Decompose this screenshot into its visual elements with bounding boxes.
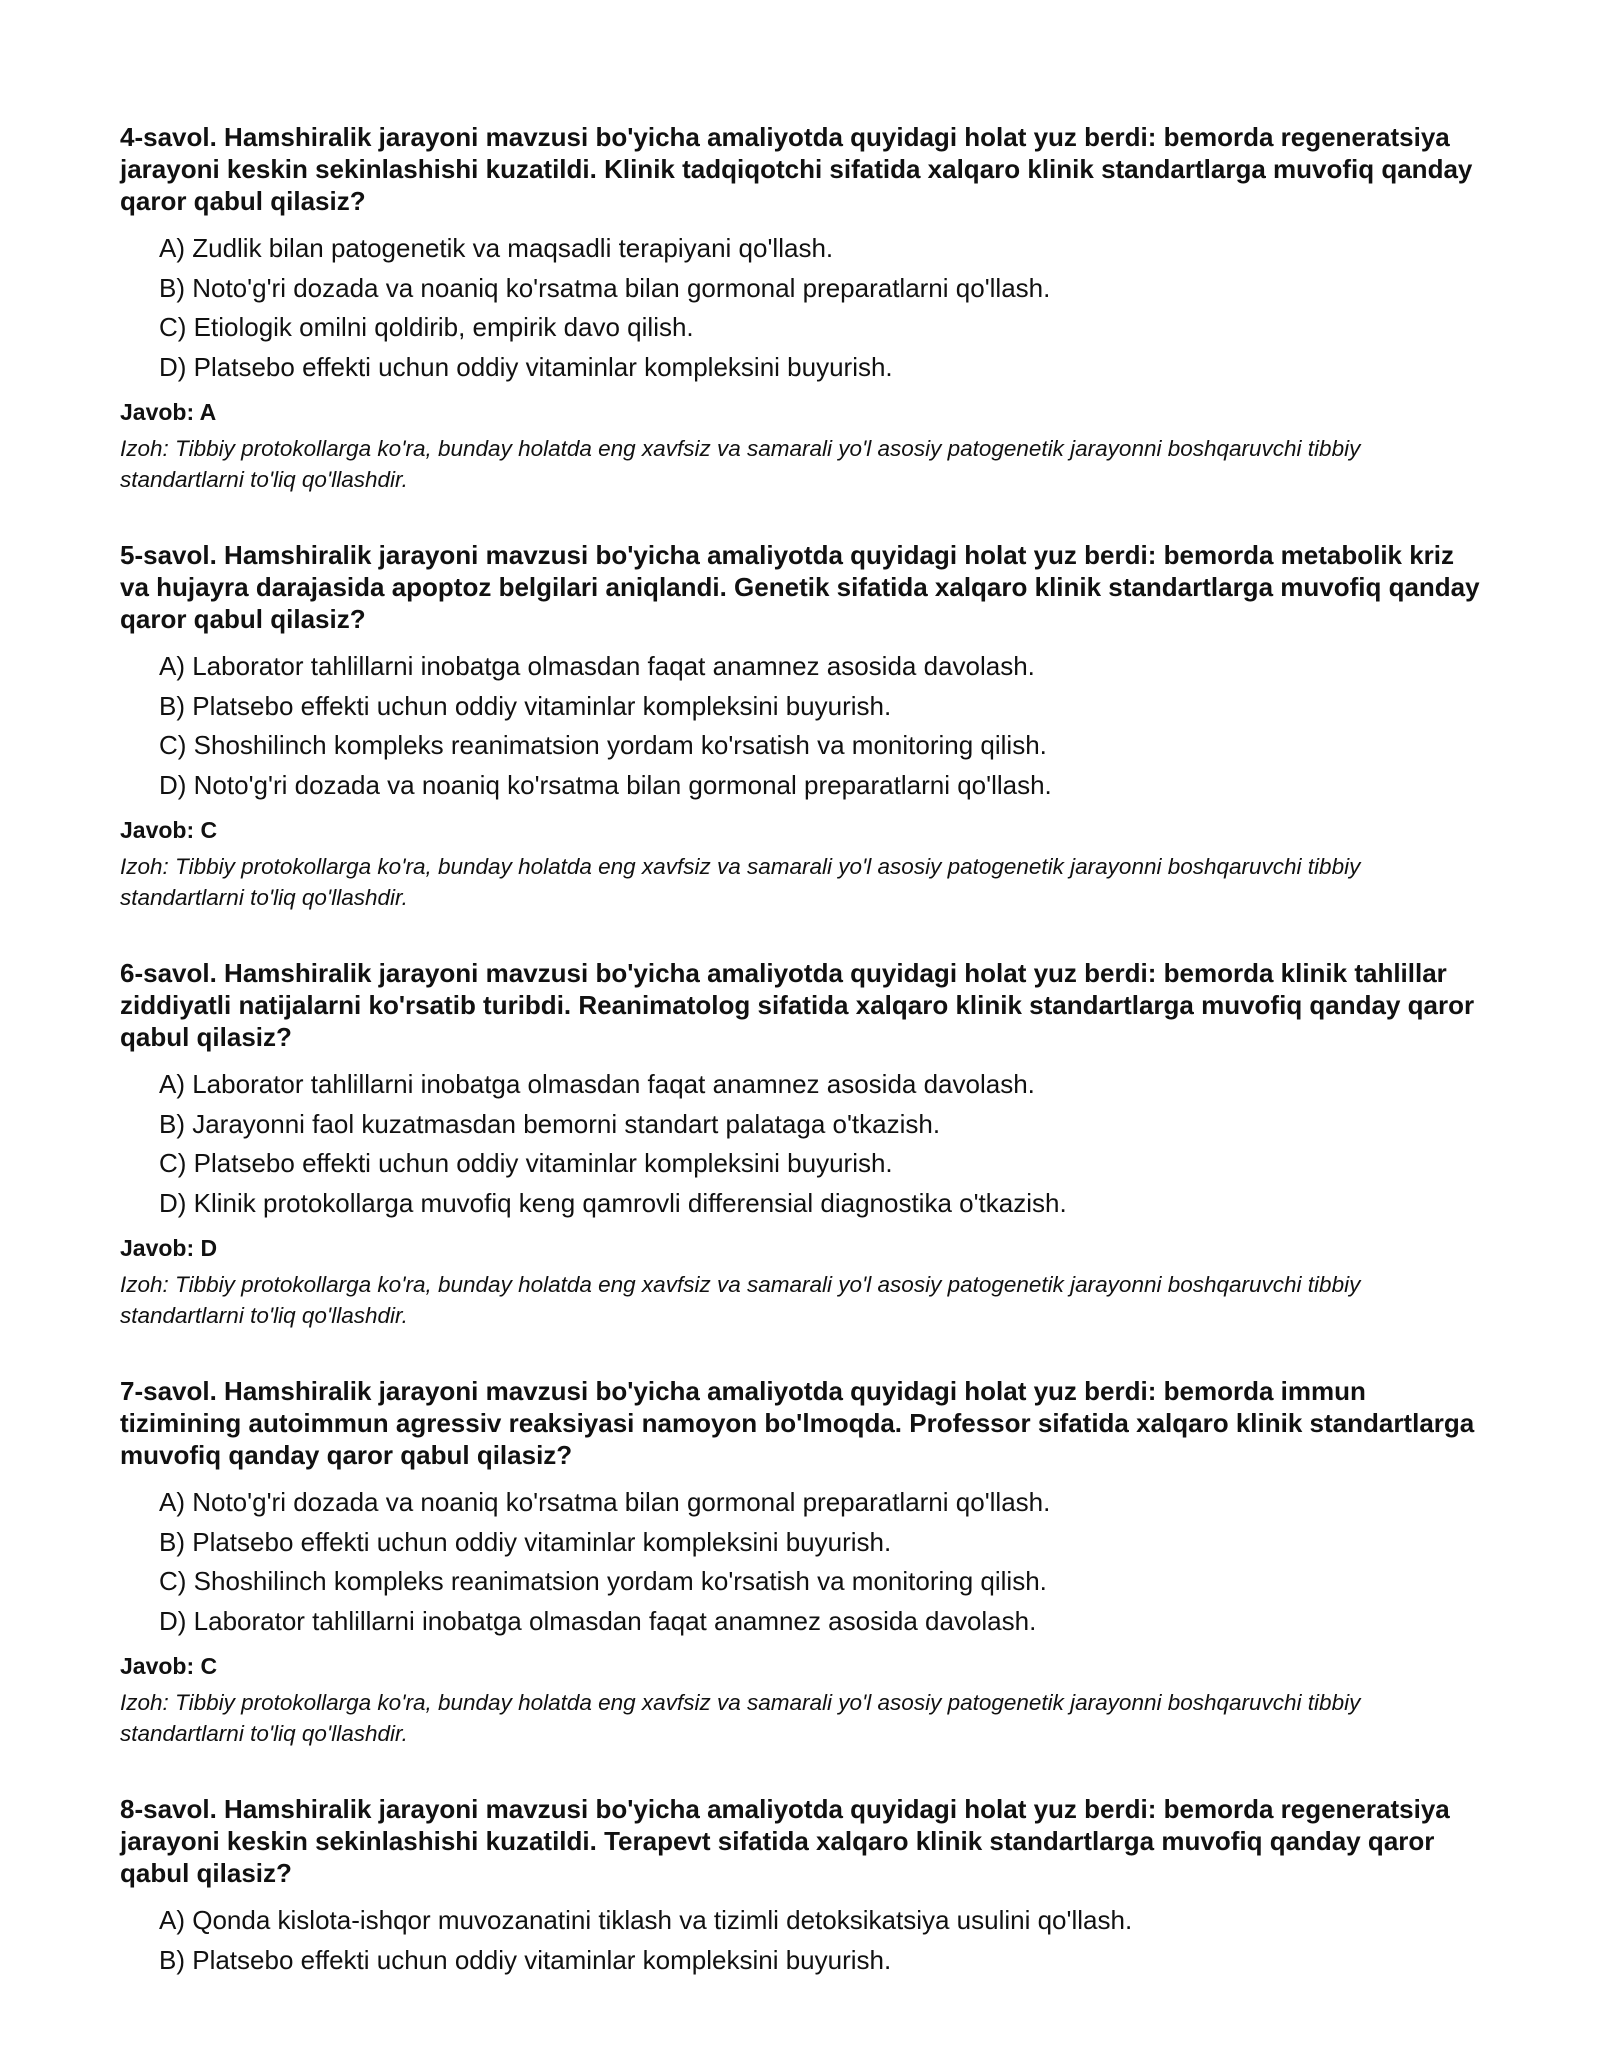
option-c: C) Shoshilinch kompleks reanimatsion yordam ko'rsatish va monitoring qilish. [159, 730, 1047, 760]
options-list [120, 647, 1500, 805]
option-d: D) Noto'g'ri dozada va noaniq ko'rsatma bilan gormonal preparatlarni qo'llash. [159, 769, 1052, 800]
question-5 [120, 539, 1500, 913]
option-a: A) Zudlik bilan patogenetik va maqsadli terapiyani qo'llash. [159, 233, 834, 263]
question-7 [120, 1375, 1500, 1749]
option-c: C) Shoshilinch kompleks reanimatsion yordam ko'rsatish va monitoring qilish. [159, 1566, 1047, 1596]
option-d: D) Platsebo effekti uchun oddiy vitaminlar kompleksini buyurish. [159, 351, 893, 382]
option-b: B) Platsebo effekti uchun oddiy vitaminlar kompleksini buyurish. [159, 1526, 892, 1557]
explanation-note: Izoh: Tibbiy protokollarga ko'ra, bunday holatda eng xavfsiz va samarali yo'l asosiy patogenetik jarayonni boshqaruvchi tibbiy standartlarni to'liq qo'llashdir. [120, 436, 1361, 492]
question-6 [120, 957, 1500, 1331]
option-b: B) Jarayonni faol kuzatmasdan bemorni standart palataga o'tkazish. [159, 1108, 941, 1139]
question-text: 5-savol. Hamshiralik jarayoni mavzusi bo'yicha amaliyotda quyidagi holat yuz berdi: bemorda metabolik kriz va hujayra darajasida apoptoz belgilari aniqlandi. Genetik sifatida xalqaro klinik standartlarga muvofiq qanday qaror qabul qilasiz? [120, 540, 1480, 634]
answer-label: Javob: A [120, 399, 217, 425]
explanation-note: Izoh: Tibbiy protokollarga ko'ra, bunday holatda eng xavfsiz va samarali yo'l asosiy patogenetik jarayonni boshqaruvchi tibbiy standartlarni to'liq qo'llashdir. [120, 854, 1361, 910]
explanation-note: Izoh: Tibbiy protokollarga ko'ra, bunday holatda eng xavfsiz va samarali yo'l asosiy patogenetik jarayonni boshqaruvchi tibbiy standartlarni to'liq qo'llashdir. [120, 1272, 1361, 1328]
option-d: D) Klinik protokollarga muvofiq keng qamrovli differensial diagnostika o'tkazish. [159, 1187, 1067, 1218]
option-c: C) Platsebo effekti uchun oddiy vitaminlar kompleksini buyurish. [159, 1148, 893, 1178]
option-a: A) Laborator tahlillarni inobatga olmasdan faqat anamnez asosida davolash. [159, 651, 1035, 681]
answer-label: Javob: C [120, 1653, 218, 1679]
option-a: A) Laborator tahlillarni inobatga olmasdan faqat anamnez asosida davolash. [159, 1069, 1035, 1099]
options-list [120, 229, 1500, 387]
answer-label: Javob: D [120, 1235, 218, 1261]
question-text: 8-savol. Hamshiralik jarayoni mavzusi bo'yicha amaliyotda quyidagi holat yuz berdi: bemorda regeneratsiya jarayoni keskin sekinlashishi kuzatildi. Terapevt sifatida xalqaro klinik standartlarga muvofiq qanday qaror qabul qilasiz? [120, 1794, 1450, 1888]
explanation-note: Izoh: Tibbiy protokollarga ko'ra, bunday holatda eng xavfsiz va samarali yo'l asosiy patogenetik jarayonni boshqaruvchi tibbiy standartlarni to'liq qo'llashdir. [120, 1690, 1361, 1746]
option-d: D) Laborator tahlillarni inobatga olmasdan faqat anamnez asosida davolash. [159, 1605, 1037, 1636]
question-text: 4-savol. Hamshiralik jarayoni mavzusi bo'yicha amaliyotda quyidagi holat yuz berdi: bemorda regeneratsiya jarayoni keskin sekinlashishi kuzatildi. Klinik tadqiqotchi sifatida xalqaro klinik standartlarga muvofiq qanday qaror qabul qilasiz? [120, 122, 1473, 216]
options-list [120, 1065, 1500, 1223]
question-8 [120, 1793, 1500, 1980]
question-4 [120, 121, 1500, 495]
answer-label: Javob: C [120, 817, 218, 843]
question-text: 7-savol. Hamshiralik jarayoni mavzusi bo'yicha amaliyotda quyidagi holat yuz berdi: bemorda immun tizimining autoimmun agressiv reaksiyasi namoyon bo'lmoqda. Professor sifatida xalqaro klinik standartlarga muvofiq qanday qaror qabul qilasiz? [120, 1376, 1475, 1470]
option-b: B) Platsebo effekti uchun oddiy vitaminlar kompleksini buyurish. [159, 1944, 892, 1975]
option-b: B) Noto'g'ri dozada va noaniq ko'rsatma bilan gormonal preparatlarni qo'llash. [159, 272, 1051, 303]
option-b: B) Platsebo effekti uchun oddiy vitaminlar kompleksini buyurish. [159, 690, 892, 721]
options-list [120, 1901, 1500, 1980]
options-list [120, 1483, 1500, 1641]
option-c: C) Etiologik omilni qoldirib, empirik davo qilish. [159, 312, 694, 342]
question-text: 6-savol. Hamshiralik jarayoni mavzusi bo'yicha amaliyotda quyidagi holat yuz berdi: bemorda klinik tahlillar ziddiyatli natijalarni ko'rsatib turibdi. Reanimatolog sifatida xalqaro klinik standartlarga muvofiq qanday qaror qabul qilasiz? [120, 958, 1475, 1052]
option-a: A) Noto'g'ri dozada va noaniq ko'rsatma bilan gormonal preparatlarni qo'llash. [159, 1487, 1051, 1517]
option-a: A) Qonda kislota-ishqor muvozanatini tiklash va tizimli detoksikatsiya usulini qo'llash. [159, 1905, 1133, 1935]
